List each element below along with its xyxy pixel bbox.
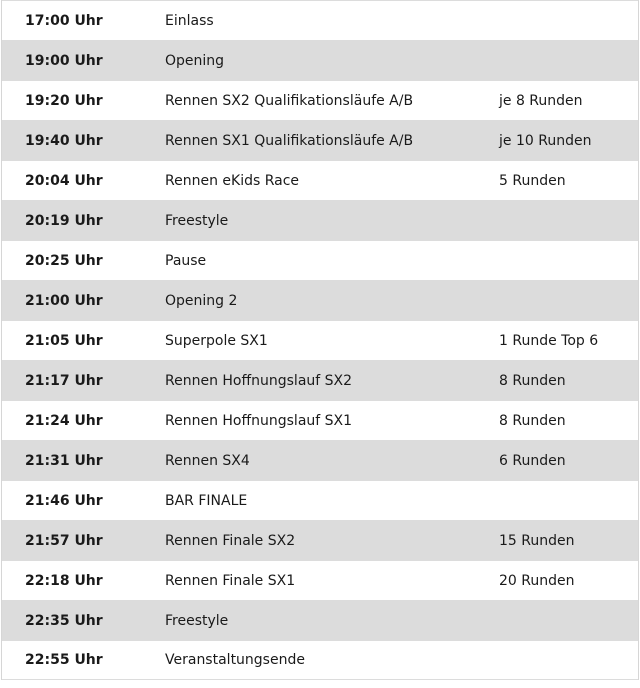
- laps-cell: je 10 Runden: [499, 132, 592, 149]
- time-cell: 20:19 Uhr: [25, 212, 103, 229]
- table-row: [2, 0, 638, 40]
- table-row: [2, 80, 638, 120]
- event-cell: Opening: [165, 52, 225, 69]
- table-row: [2, 120, 638, 160]
- table-row: [2, 520, 638, 560]
- time-cell: 19:00 Uhr: [25, 52, 103, 69]
- event-cell: Freestyle: [165, 212, 229, 229]
- event-cell: Rennen eKids Race: [165, 172, 300, 189]
- time-cell: 22:18 Uhr: [25, 572, 103, 589]
- laps-cell: 1 Runde Top 6: [499, 332, 599, 349]
- laps-cell: 8 Runden: [499, 372, 566, 389]
- event-cell: Rennen Finale SX1: [165, 572, 296, 589]
- time-cell: 21:00 Uhr: [25, 292, 103, 309]
- event-cell: Superpole SX1: [165, 332, 268, 349]
- table-row: [2, 480, 638, 520]
- schedule-table: [1, 0, 639, 680]
- laps-cell: 15 Runden: [499, 532, 575, 549]
- time-cell: 20:25 Uhr: [25, 252, 103, 269]
- time-cell: 22:35 Uhr: [25, 612, 103, 629]
- time-cell: 21:31 Uhr: [25, 452, 103, 469]
- time-cell: 22:55 Uhr: [25, 652, 103, 668]
- event-cell: Rennen Finale SX2: [165, 532, 296, 549]
- table-row: [2, 320, 638, 360]
- laps-cell: 5 Runden: [499, 172, 566, 189]
- event-cell: Rennen Hoffnungslauf SX1: [165, 412, 353, 429]
- time-cell: 21:24 Uhr: [25, 412, 103, 429]
- table-row: [2, 40, 638, 80]
- time-cell: 17:00 Uhr: [25, 12, 103, 29]
- time-cell: 21:46 Uhr: [25, 492, 103, 509]
- event-cell: Pause: [165, 252, 207, 269]
- table-row: [2, 280, 638, 320]
- event-cell: Opening 2: [165, 292, 238, 309]
- event-cell: Rennen SX2 Qualifikationsläufe A/B: [165, 92, 414, 109]
- table-row: [2, 440, 638, 480]
- table-row: [2, 400, 638, 440]
- laps-cell: 6 Runden: [499, 452, 566, 469]
- table-row: [2, 240, 638, 280]
- table-row: [2, 600, 638, 640]
- time-cell: 21:17 Uhr: [25, 372, 103, 389]
- event-cell: Rennen SX4: [165, 452, 250, 469]
- laps-cell: 20 Runden: [499, 572, 575, 589]
- event-cell: Einlass: [165, 12, 214, 29]
- time-cell: 19:40 Uhr: [25, 132, 103, 149]
- table-row: [2, 360, 638, 400]
- event-cell: Rennen Hoffnungslauf SX2: [165, 372, 353, 389]
- time-cell: 19:20 Uhr: [25, 92, 103, 109]
- table-row: [2, 640, 638, 680]
- time-cell: 21:57 Uhr: [25, 532, 103, 549]
- event-cell: BAR FINALE: [165, 492, 248, 509]
- table-row: [2, 160, 638, 200]
- event-cell: Rennen SX1 Qualifikationsläufe A/B: [165, 132, 414, 149]
- event-cell: Veranstaltungsende: [165, 652, 305, 668]
- table-row: [2, 560, 638, 600]
- time-cell: 21:05 Uhr: [25, 332, 103, 349]
- table-row: [2, 200, 638, 240]
- laps-cell: 8 Runden: [499, 412, 566, 429]
- event-cell: Freestyle: [165, 612, 229, 629]
- time-cell: 20:04 Uhr: [25, 172, 103, 189]
- laps-cell: je 8 Runden: [499, 92, 583, 109]
